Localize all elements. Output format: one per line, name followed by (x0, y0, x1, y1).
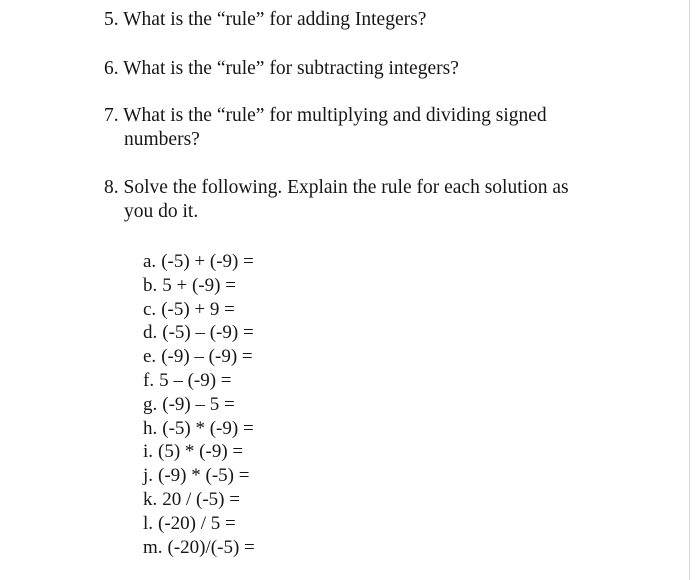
problem-label: g. (143, 393, 158, 415)
problem-label: a. (143, 251, 157, 272)
problem-expression: 5 + (-9) = (162, 274, 236, 296)
problem-item (143, 298, 255, 322)
problem-label: c. (143, 298, 157, 320)
problem-label: f. (143, 369, 155, 391)
problem-item (143, 512, 255, 536)
problem-item (143, 464, 255, 488)
problem-item (143, 369, 255, 393)
question-6 (104, 57, 624, 81)
problem-label: h. (143, 417, 158, 439)
problem-item (143, 274, 255, 298)
scan-edge-divider (689, 0, 690, 580)
question-8 (104, 176, 624, 224)
problem-expression: 5 – (-9) = (159, 369, 232, 391)
problem-item (143, 393, 255, 417)
problem-item (143, 488, 255, 512)
question-text-continued: numbers? (124, 129, 200, 150)
question-5 (104, 8, 624, 32)
problem-expression: (-20) / 5 = (158, 512, 236, 534)
problem-label: i. (143, 441, 154, 463)
problem-label: k. (143, 488, 158, 510)
problem-list (143, 250, 255, 559)
problem-expression: (-20)/(-5) = (167, 536, 255, 558)
question-7 (104, 104, 624, 152)
problem-label: d. (143, 322, 158, 344)
problem-expression: (-9) – 5 = (162, 393, 235, 415)
problem-item (143, 440, 255, 464)
problem-label: j. (143, 465, 154, 487)
problem-item (143, 417, 255, 441)
question-text: 6. What is the “rule” for subtracting integers? (104, 58, 459, 79)
problem-expression: (-9) * (-5) = (158, 465, 250, 487)
problem-label: m. (143, 536, 163, 558)
problem-expression: (-5) + 9 = (161, 298, 235, 320)
problem-expression: (-5) * (-9) = (162, 417, 254, 439)
problem-expression: (-9) – (-9) = (161, 346, 253, 368)
problem-expression: (5) * (-9) = (158, 441, 244, 463)
question-text: 8. Solve the following. Explain the rule for each solution as (104, 177, 569, 198)
problem-expression: (-5) – (-9) = (162, 322, 254, 344)
problem-item (143, 250, 255, 274)
problem-label: e. (143, 346, 157, 368)
problem-item (143, 536, 255, 560)
question-text-continued: you do it. (124, 201, 199, 222)
question-text: 5. What is the “rule” for adding Integers? (104, 9, 427, 30)
problem-label: l. (143, 512, 154, 534)
problem-item (143, 321, 255, 345)
problem-expression: (-5) + (-9) = (161, 251, 254, 272)
problem-expression: 20 / (-5) = (162, 488, 240, 510)
question-text: 7. What is the “rule” for multiplying and dividing signed (104, 105, 547, 126)
problem-label: b. (143, 274, 158, 296)
problem-item (143, 345, 255, 369)
